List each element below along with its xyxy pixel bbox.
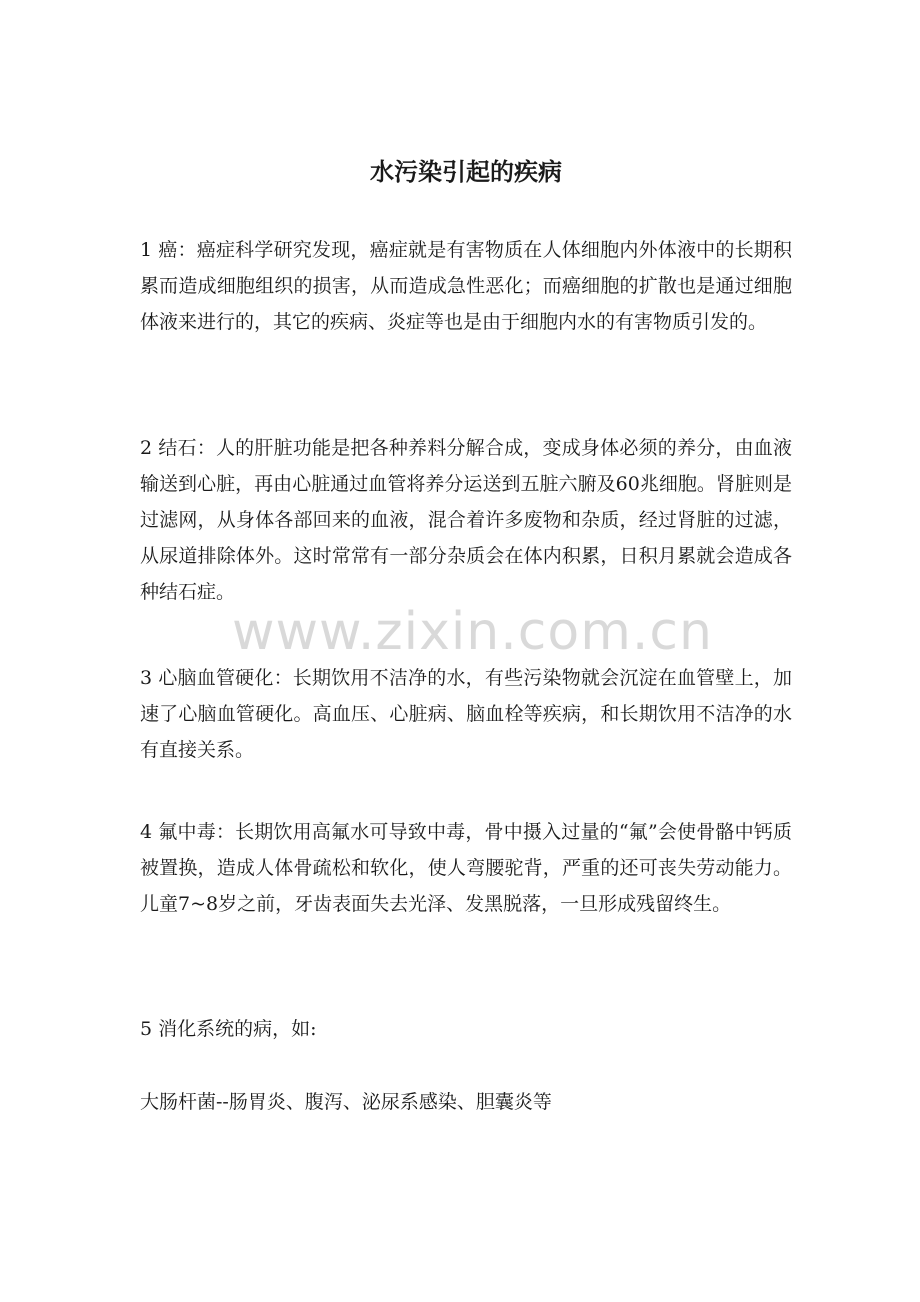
document-title: 水污染引起的疾病 xyxy=(370,158,562,186)
paragraph-ecoli: 大肠杆菌--肠胃炎、腹泻、泌尿系感染、胆囊炎等 xyxy=(140,1091,552,1113)
paragraph-stones: 2 结石：人的肝脏功能是把各种养料分解合成，变成身体必须的养分，由血液输送到心脏，再由心脏通过血管将养分运送到五脏六腑及60兆细胞。肾脏则是过滤网，从身体各部回来的血液，混合着许多废物和杂质，经过肾脏的过滤，从尿道排除体外。这时常常有一部分杂质会在体内积累，日积月累就会造成各种结石症。 xyxy=(140,437,792,603)
paragraph-digestive: 5 消化系统的病，如: xyxy=(140,1018,317,1040)
paragraph-fluorosis: 4 氟中毒：长期饮用高氟水可导致中毒，骨中摄入过量的“氟”会使骨骼中钙质被置换，造成人体骨疏松和软化，使人弯腰驼背，严重的还可丧失劳动能力。儿童7~8岁之前，牙齿表面失去光泽、发黑脱落，一旦形成残留终生。 xyxy=(140,821,792,915)
paragraph-cardiovascular: 3 心脑血管硬化：长期饮用不洁净的水，有些污染物就会沉淀在血管壁上，加速了心脑血管硬化。高血压、心脏病、脑血栓等疾病，和长期饮用不洁净的水有直接关系。 xyxy=(140,667,792,761)
paragraph-cancer: 1 癌：癌症科学研究发现，癌症就是有害物质在人体细胞内外体液中的长期积累而造成细胞组织的损害，从而造成急性恶化；而癌细胞的扩散也是通过细胞体液来进行的，其它的疾病、炎症等也是由于细胞内水的有害物质引发的。 xyxy=(140,239,792,333)
watermark: www.zixin.com.cn xyxy=(232,602,713,662)
